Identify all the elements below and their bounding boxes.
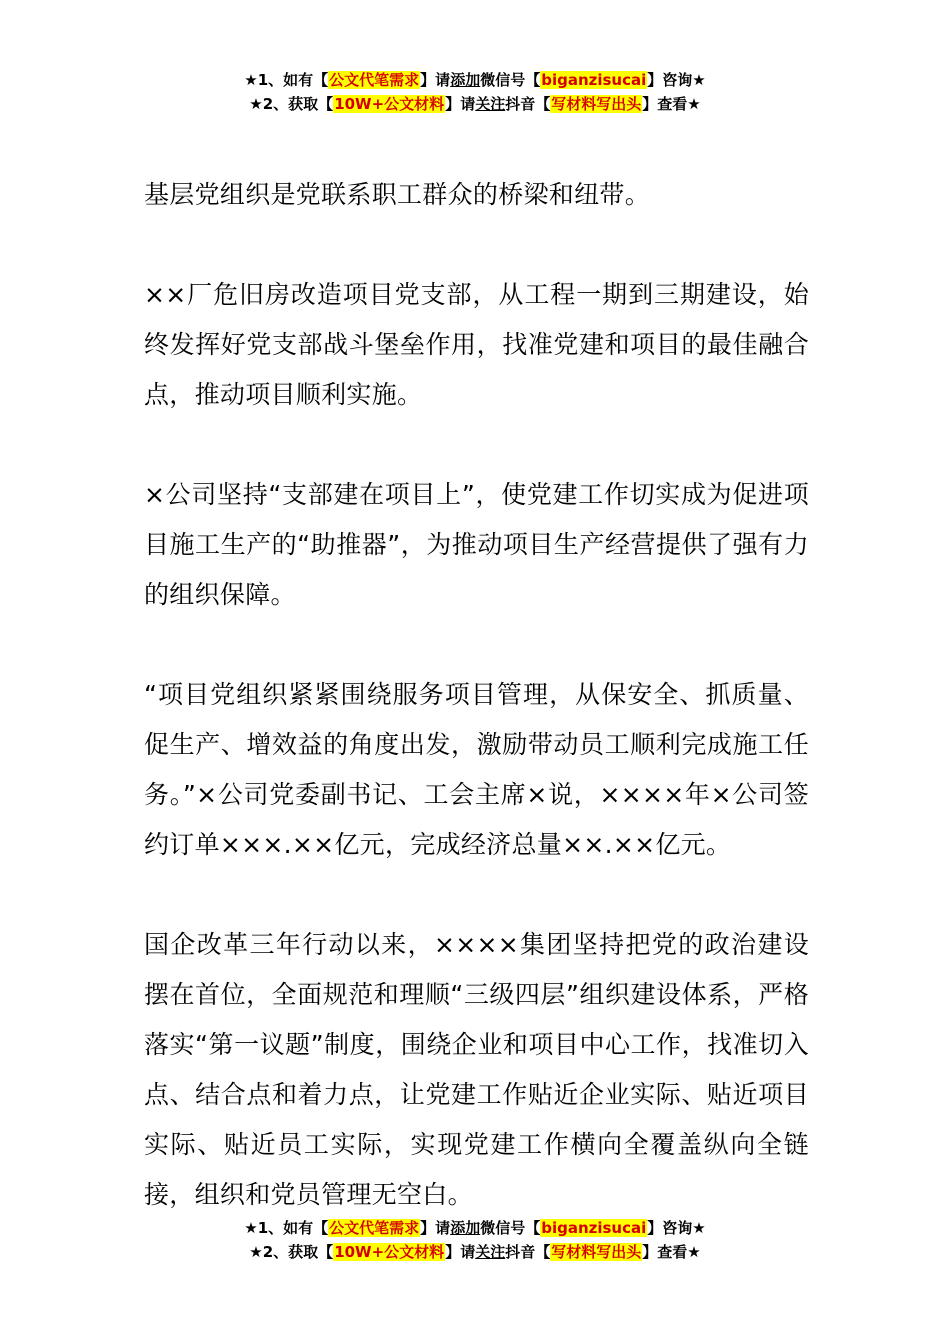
- banner-highlight: 写材料写出头: [551, 1243, 642, 1261]
- paragraph-3: ×公司坚持“支部建在项目上”，使党建工作切实成为促进项目施工生产的“助推器”，为推动项目生产经营提供了强有力的组织保障。: [144, 480, 809, 609]
- banner-text: 】请: [445, 1243, 476, 1261]
- banner-prefix: ★1、如有【: [244, 1219, 329, 1237]
- footer-banner: [0, 1216, 950, 1264]
- banner-prefix: ★1、如有【: [244, 71, 329, 89]
- banner-text: 抖音【: [505, 1243, 551, 1261]
- banner-highlight: biganzisucai: [541, 1219, 647, 1237]
- paragraph-2: ××厂危旧房改造项目党支部，从工程一期到三期建设，始终发挥好党支部战斗堡垒作用，找准党建和项目的最佳融合点，推动项目顺利实施。: [144, 280, 809, 409]
- banner-text: 】请: [420, 71, 451, 89]
- paragraph-1: 基层党组织是党联系职工群众的桥梁和纽带。: [144, 180, 651, 209]
- footer-banner-line-1: [0, 1216, 950, 1240]
- banner-highlight: 公文代笔需求: [329, 1219, 420, 1237]
- banner-underlined: 添加: [450, 1219, 481, 1237]
- banner-underlined: 关注: [475, 1243, 506, 1261]
- banner-text: 抖音【: [505, 95, 551, 113]
- banner-suffix: 】咨询★: [647, 71, 706, 89]
- banner-highlight: 10W+公文材料: [334, 95, 445, 113]
- banner-text: 微信号【: [480, 1219, 541, 1237]
- header-banner-line-1: [0, 68, 950, 92]
- banner-suffix: 】查看★: [642, 95, 701, 113]
- banner-prefix: ★2、获取【: [249, 95, 334, 113]
- header-banner-line-2: [0, 92, 950, 116]
- banner-text: 】请: [445, 95, 476, 113]
- banner-underlined: 关注: [475, 95, 506, 113]
- footer-banner-line-2: [0, 1240, 950, 1264]
- banner-highlight: 写材料写出头: [551, 95, 642, 113]
- banner-underlined: 添加: [450, 71, 481, 89]
- document-body: [144, 170, 809, 1220]
- header-banner: [0, 68, 950, 116]
- banner-highlight: 10W+公文材料: [334, 1243, 445, 1261]
- banner-text: 微信号【: [480, 71, 541, 89]
- banner-text: 】请: [420, 1219, 451, 1237]
- banner-suffix: 】查看★: [642, 1243, 701, 1261]
- banner-prefix: ★2、获取【: [249, 1243, 334, 1261]
- paragraph-5: 国企改革三年行动以来，××××集团坚持把党的政治建设摆在首位，全面规范和理顺“三级四层”组织建设体系，严格落实“第一议题”制度，围绕企业和项目中心工作，找准切入点、结合点和着力点，让党建工作贴近企业实际、贴近项目实际、贴近员工实际，实现党建工作横向全覆盖纵向全链接，组织和党员管理无空白。: [144, 930, 809, 1209]
- paragraph-4: “项目党组织紧紧围绕服务项目管理，从保安全、抓质量、促生产、增效益的角度出发，激励带动员工顺利完成施工任务。”×公司党委副书记、工会主席×说，××××年×公司签约订单×××.××亿元，完成经济总量××.××亿元。: [144, 680, 809, 859]
- banner-suffix: 】咨询★: [647, 1219, 706, 1237]
- banner-highlight: 公文代笔需求: [329, 71, 420, 89]
- banner-highlight: biganzisucai: [541, 71, 647, 89]
